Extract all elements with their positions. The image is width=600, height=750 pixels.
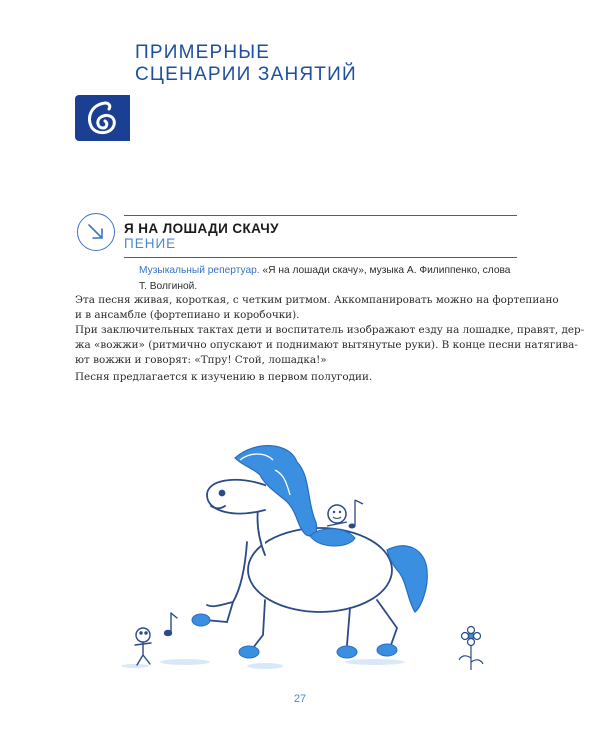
paragraph-3	[75, 370, 520, 385]
paragraph-2-line-2: жа «вожжи» (ритмично опускают и поднимают вытянутые руки). В конце песни натягива-	[75, 339, 578, 351]
page-header-title	[135, 42, 357, 86]
section-title: Я НА ЛОШАДИ СКАЧУ	[124, 221, 279, 236]
paragraph-2-line-3: ют вожжи и говорят: «Тпру! Стой, лошадка!»	[75, 354, 327, 366]
paragraph-1-line-1: Эта песня живая, короткая, с четким ритмом. Аккомпанировать можно на фортепиано	[75, 294, 559, 306]
ground-splashes	[121, 659, 405, 669]
page-number: 27	[293, 693, 307, 705]
header-title-line-2: СЦЕНАРИИ ЗАНЯТИЙ	[135, 64, 357, 85]
repertoire-text-line-1: «Я на лошади скачу», музыка А. Филиппенко, слова	[259, 265, 511, 276]
header-title-line-1: ПРИМЕРНЫЕ	[135, 42, 271, 63]
repertoire-text-line-2: Т. Волгиной.	[139, 281, 198, 292]
paragraph-2	[75, 323, 585, 368]
horse-tail	[387, 546, 427, 612]
repertoire-note	[139, 263, 519, 295]
treble-clef-logo-icon	[75, 95, 130, 141]
paragraph-1-line-2: и в ансамбле (фортепиано и коробочки).	[75, 309, 300, 321]
paragraph-1	[75, 293, 559, 323]
horse-hooves	[192, 614, 397, 658]
repertoire-label: Музыкальный репертуар.	[139, 265, 260, 276]
section-subtitle: ПЕНИЕ	[124, 236, 177, 251]
paragraph-2-line-1: При заключительных тактах дети и воспитатель изображают езду на лошадке, правят, дер-	[75, 324, 585, 336]
section-rule-bottom	[124, 257, 517, 258]
flower	[459, 627, 483, 671]
horse-illustration	[115, 430, 495, 680]
dancing-figure	[135, 613, 177, 665]
arrow-down-right-icon	[77, 213, 115, 251]
section-rule-top	[124, 215, 517, 216]
paragraph-3-line-1: Песня предлагается к изучению в первом полугодии.	[75, 371, 373, 383]
